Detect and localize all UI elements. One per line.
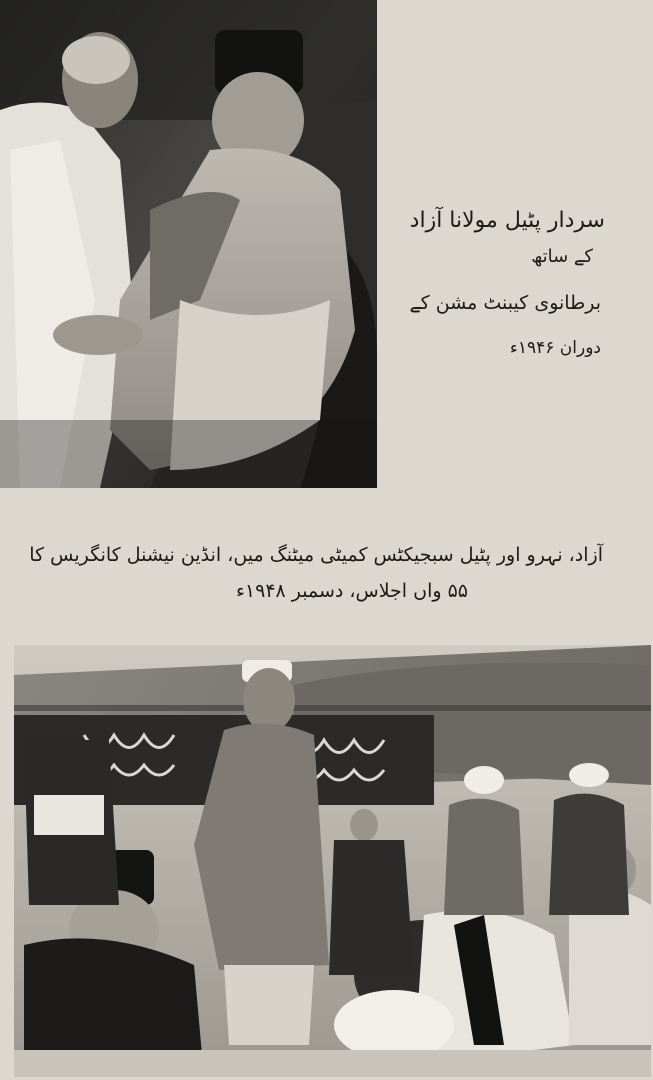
photo-top: [0, 0, 377, 488]
caption-top-line1: سردار پٹیل مولانا آزاد: [409, 208, 605, 233]
caption-middle: [0, 530, 653, 630]
caption-top-line4: دوران ۱۹۴۶ء: [509, 338, 601, 358]
caption-top-line3: برطانوی کیبنٹ مشن کے: [409, 292, 601, 314]
photo-bottom: [14, 645, 651, 1077]
photo-top-image: [0, 0, 377, 488]
caption-middle-line2: ۵۵ واں اجلاس، دسمبر ۱۹۴۸ء: [235, 580, 468, 602]
caption-top-line2: کے ساتھ: [531, 246, 593, 267]
photo-bottom-image: [14, 645, 651, 1077]
caption-middle-line1: آزاد، نہرو اور پٹیل سبجیکٹس کمیٹی میٹنگ میں، انڈین نیشنل کانگریس کا: [29, 544, 603, 566]
